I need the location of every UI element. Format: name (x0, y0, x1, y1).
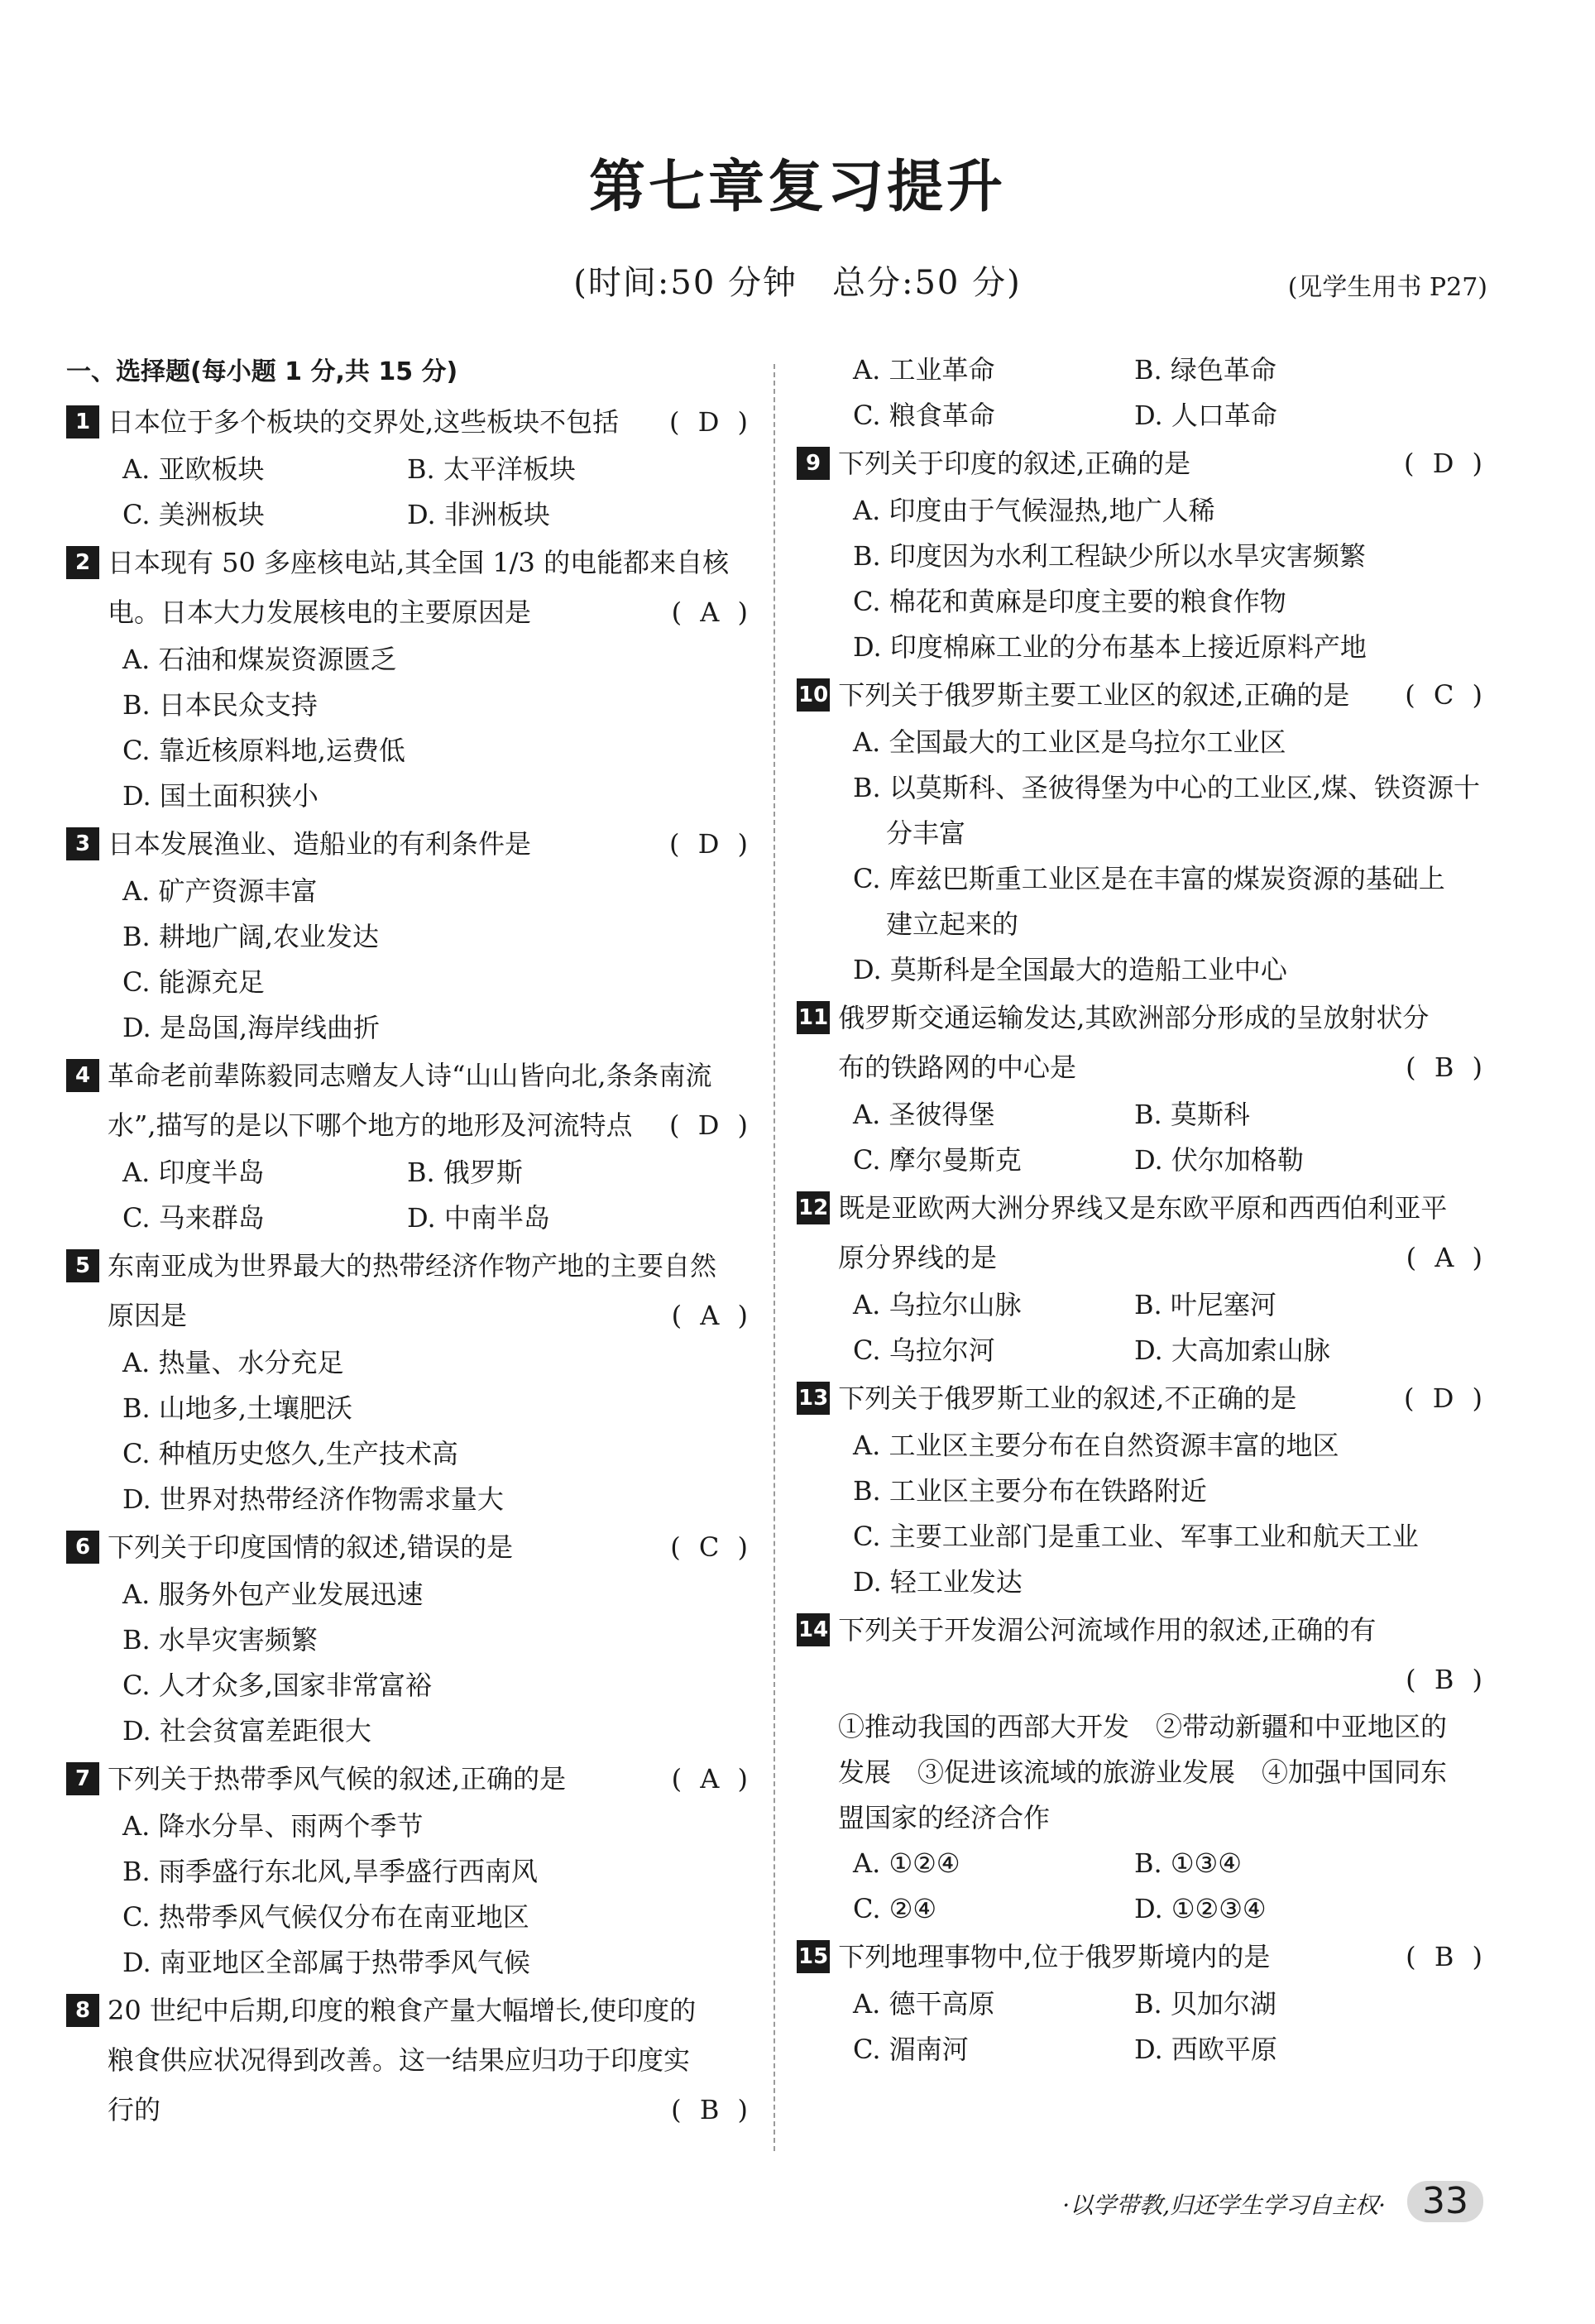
question-2 (66, 538, 753, 587)
question-text: 日本位于多个板块的交界处,这些板块不包括 (108, 406, 620, 438)
question-15 (797, 1932, 1487, 1981)
question-number: 15 (797, 1940, 830, 1973)
option-d: D. 国土面积狭小 (122, 780, 319, 812)
answer: ( D ) (1404, 1382, 1487, 1414)
option-d: D. 莫斯科是全国最大的造船工业中心 (853, 954, 1287, 985)
answer-line (797, 1655, 1487, 1704)
option-d: D. 社会贫富差距很大 (122, 1715, 371, 1747)
statement-line: 发展 ③促进该流域的旅游业发展 ④加强中国同东 (838, 1756, 1448, 1788)
option-c: C. 靠近核原料地,运费低 (122, 735, 405, 766)
option-d: D. ①②③④ (1134, 1893, 1267, 1924)
option-a: A. 印度半岛 (122, 1157, 265, 1188)
option-row (797, 1841, 1487, 1886)
option-b: B. 耕地广阔,农业发达 (122, 921, 380, 952)
question-text-continued (66, 2085, 753, 2135)
answer: ( D ) (669, 406, 753, 438)
page-title: 第七章复习提升 (588, 155, 1006, 220)
option-c: C. ②④ (853, 1893, 937, 1924)
option-b: B. 太平洋板块 (407, 453, 576, 485)
option-row (797, 1886, 1487, 1932)
question-text: 20 世纪中后期,印度的粮食产量大幅增长,使印度的 (108, 1995, 697, 2026)
option-b: B. ①③④ (1134, 1847, 1242, 1879)
answer: ( B ) (1406, 1941, 1487, 1972)
option-a: A. 全国最大的工业区是乌拉尔工业区 (853, 726, 1286, 758)
question-text: 下列关于印度国情的叙述,错误的是 (108, 1531, 514, 1563)
question-text: 下列关于印度的叙述,正确的是 (838, 448, 1191, 479)
question-4 (66, 1051, 753, 1100)
question-text: 行的 (108, 2094, 161, 2125)
option-b: B. 贝加尔湖 (1134, 1988, 1276, 2020)
option-row (797, 2027, 1487, 2072)
option-c: C. 马来群岛 (122, 1202, 265, 1234)
left-column (66, 347, 753, 2135)
question-text: 下列关于俄罗斯主要工业区的叙述,正确的是 (838, 679, 1350, 711)
option-b-continued: 分丰富 (886, 817, 966, 849)
option-d: D. 中南半岛 (407, 1202, 550, 1234)
option-d: D. 是岛国,海岸线曲折 (122, 1012, 381, 1043)
answer: ( D ) (1404, 448, 1487, 479)
option-a: A. 工业革命 (853, 354, 995, 386)
question-number: 5 (66, 1249, 99, 1282)
option-a: A. 圣彼得堡 (853, 1099, 995, 1130)
option-d: D. 印度棉麻工业的分布基本上接近原料产地 (853, 631, 1367, 663)
option-a: A. ①②④ (853, 1847, 960, 1879)
option-b: B. 山地多,土壤肥沃 (122, 1392, 353, 1424)
exam-info: (时间:50 分钟 总分:50 分) (573, 264, 1022, 302)
question-text: 下列关于俄罗斯工业的叙述,不正确的是 (838, 1382, 1297, 1414)
option-b: B. 水旱灾害频繁 (122, 1624, 318, 1656)
reference-note: (见学生用书 P27) (1287, 273, 1487, 302)
footer-motto: ·以学带教,归还学生学习自主权· (1062, 2192, 1386, 2219)
option-a: A. 亚欧板块 (122, 453, 265, 485)
question-text-continued (797, 1233, 1487, 1282)
question-text: 日本现有 50 多座核电站,其全国 1/3 的电能都来自核 (108, 547, 730, 578)
question-number: 14 (797, 1613, 830, 1646)
question-number: 6 (66, 1531, 99, 1564)
question-text: 东南亚成为世界最大的热带经济作物产地的主要自然 (108, 1250, 717, 1282)
option-row (797, 1138, 1487, 1183)
option-a: A. 矿产资源丰富 (122, 875, 318, 907)
page-footer (1062, 2181, 1483, 2222)
question-text-continued (66, 2035, 753, 2085)
option-row (797, 1981, 1487, 2027)
question-text-continued (797, 1042, 1487, 1092)
answer: ( B ) (671, 2094, 753, 2125)
answer: ( C ) (1405, 679, 1487, 711)
question-text: 原因是 (108, 1300, 188, 1331)
question-text: 下列地理事物中,位于俄罗斯境内的是 (838, 1941, 1271, 1972)
option-b: B. 雨季盛行东北风,旱季盛行西南风 (122, 1856, 539, 1887)
option-d: D. 大高加索山脉 (1134, 1335, 1330, 1366)
option-row (797, 1092, 1487, 1138)
option-c: C. 库兹巴斯重工业区是在丰富的煤炭资源的基础上 (853, 863, 1445, 894)
question-text: 布的铁路网的中心是 (838, 1052, 1077, 1083)
question-7 (66, 1754, 753, 1804)
option-c: C. 粮食革命 (853, 400, 995, 431)
question-1 (66, 397, 753, 447)
option-b: B. 日本民众支持 (122, 689, 318, 721)
option-b: B. 莫斯科 (1134, 1099, 1250, 1130)
option-d: D. 人口革命 (1134, 400, 1277, 431)
question-text: 革命老前辈陈毅同志赠友人诗“山山皆向北,条条南流 (108, 1060, 712, 1091)
option-d: D. 西欧平原 (1134, 2034, 1277, 2065)
question-text: 下列关于热带季风气候的叙述,正确的是 (108, 1763, 567, 1795)
option-d: D. 伏尔加格勒 (1134, 1144, 1304, 1176)
option-a: A. 工业区主要分布在自然资源丰富的地区 (853, 1430, 1339, 1461)
option-row (797, 1282, 1487, 1328)
answer: ( C ) (670, 1531, 753, 1563)
question-text: 电。日本大力发展核电的主要原因是 (108, 597, 532, 628)
option-a: A. 乌拉尔山脉 (853, 1289, 1022, 1320)
question-14 (797, 1605, 1487, 1655)
option-a: A. 石油和煤炭资源匮乏 (122, 644, 397, 675)
question-text-continued (66, 1100, 753, 1150)
question-number: 1 (66, 405, 99, 438)
question-number: 7 (66, 1762, 99, 1795)
question-6 (66, 1522, 753, 1572)
question-text: 下列关于开发湄公河流域作用的叙述,正确的有 (838, 1614, 1377, 1646)
question-text: 原分界线的是 (838, 1242, 998, 1273)
answer: ( B ) (1406, 1664, 1487, 1695)
option-b: B. 工业区主要分布在铁路附近 (853, 1475, 1207, 1507)
option-c: C. 棉花和黄麻是印度主要的粮食作物 (853, 586, 1286, 617)
option-row (66, 492, 753, 538)
question-text-continued (66, 1291, 753, 1340)
question-number: 8 (66, 1994, 99, 2027)
option-d: D. 南亚地区全部属于热带季风气候 (122, 1947, 530, 1978)
answer: ( D ) (669, 1109, 753, 1141)
option-c: C. 湄南河 (853, 2034, 969, 2065)
option-row (797, 1328, 1487, 1373)
right-column (797, 347, 1487, 2072)
question-text: 既是亚欧两大洲分界线又是东欧平原和西西伯利亚平 (838, 1192, 1448, 1224)
option-c: C. 种植历史悠久,生产技术高 (122, 1438, 458, 1469)
option-b: B. 俄罗斯 (407, 1157, 523, 1188)
option-a: A. 印度由于气候湿热,地广人稀 (853, 495, 1215, 526)
option-a: A. 热量、水分充足 (122, 1347, 344, 1378)
question-number: 10 (797, 678, 830, 712)
question-text: 水”,描写的是以下哪个地方的地形及河流特点 (108, 1109, 633, 1141)
question-number: 3 (66, 827, 99, 860)
answer: ( A ) (671, 1300, 753, 1331)
option-c: C. 乌拉尔河 (853, 1335, 995, 1366)
option-a: A. 降水分旱、雨两个季节 (122, 1810, 424, 1842)
question-number: 9 (797, 447, 830, 480)
column-divider (774, 364, 775, 2151)
question-number: 11 (797, 1001, 830, 1034)
option-d: D. 非洲板块 (407, 499, 550, 530)
option-a: A. 服务外包产业发展迅速 (122, 1579, 424, 1610)
question-11 (797, 993, 1487, 1042)
option-row (66, 1196, 753, 1241)
option-row (66, 447, 753, 492)
question-3 (66, 819, 753, 869)
page-number: 33 (1407, 2181, 1483, 2222)
question-9 (797, 438, 1487, 488)
option-c: C. 热带季风气候仅分布在南亚地区 (122, 1901, 529, 1933)
option-c: C. 主要工业部门是重工业、军事工业和航天工业 (853, 1521, 1419, 1552)
option-d: D. 轻工业发达 (853, 1566, 1023, 1598)
option-b: B. 以莫斯科、圣彼得堡为中心的工业区,煤、铁资源十 (853, 772, 1481, 803)
option-row (66, 1150, 753, 1196)
option-row (797, 393, 1487, 438)
option-a: A. 德干高原 (853, 1988, 995, 2020)
answer: ( A ) (671, 1763, 753, 1795)
question-12 (797, 1183, 1487, 1233)
answer: ( D ) (669, 828, 753, 860)
question-5 (66, 1241, 753, 1291)
question-number: 12 (797, 1191, 830, 1224)
question-text: 日本发展渔业、造船业的有利条件是 (108, 828, 532, 860)
question-number: 13 (797, 1382, 830, 1415)
option-row (797, 347, 1487, 393)
option-c: C. 摩尔曼斯克 (853, 1144, 1022, 1176)
question-10 (797, 670, 1487, 720)
option-d: D. 世界对热带经济作物需求量大 (122, 1483, 504, 1515)
option-b: B. 印度因为水利工程缺少所以水旱灾害频繁 (853, 540, 1366, 572)
answer: ( B ) (1406, 1052, 1487, 1083)
option-b: B. 叶尼塞河 (1134, 1289, 1276, 1320)
question-text: 粮食供应状况得到改善。这一结果应归功于印度实 (108, 2044, 691, 2076)
statement-line: 盟国家的经济合作 (838, 1802, 1051, 1833)
question-number: 4 (66, 1059, 99, 1092)
answer: ( A ) (1406, 1242, 1487, 1273)
answer: ( A ) (671, 597, 753, 628)
question-8 (66, 1986, 753, 2035)
question-number: 2 (66, 546, 99, 579)
question-13 (797, 1373, 1487, 1423)
option-c: C. 美洲板块 (122, 499, 265, 530)
question-text: 俄罗斯交通运输发达,其欧洲部分形成的呈放射状分 (838, 1002, 1430, 1033)
option-c: C. 人才众多,国家非常富裕 (122, 1670, 432, 1701)
option-c: C. 能源充足 (122, 966, 265, 998)
statement-line: ①推动我国的西部大开发 ②带动新疆和中亚地区的 (838, 1711, 1448, 1742)
section-heading: 一、选择题(每小题 1 分,共 15 分) (66, 357, 458, 386)
question-text-continued (66, 587, 753, 637)
option-c-continued: 建立起来的 (886, 908, 1019, 940)
option-b: B. 绿色革命 (1134, 354, 1276, 386)
